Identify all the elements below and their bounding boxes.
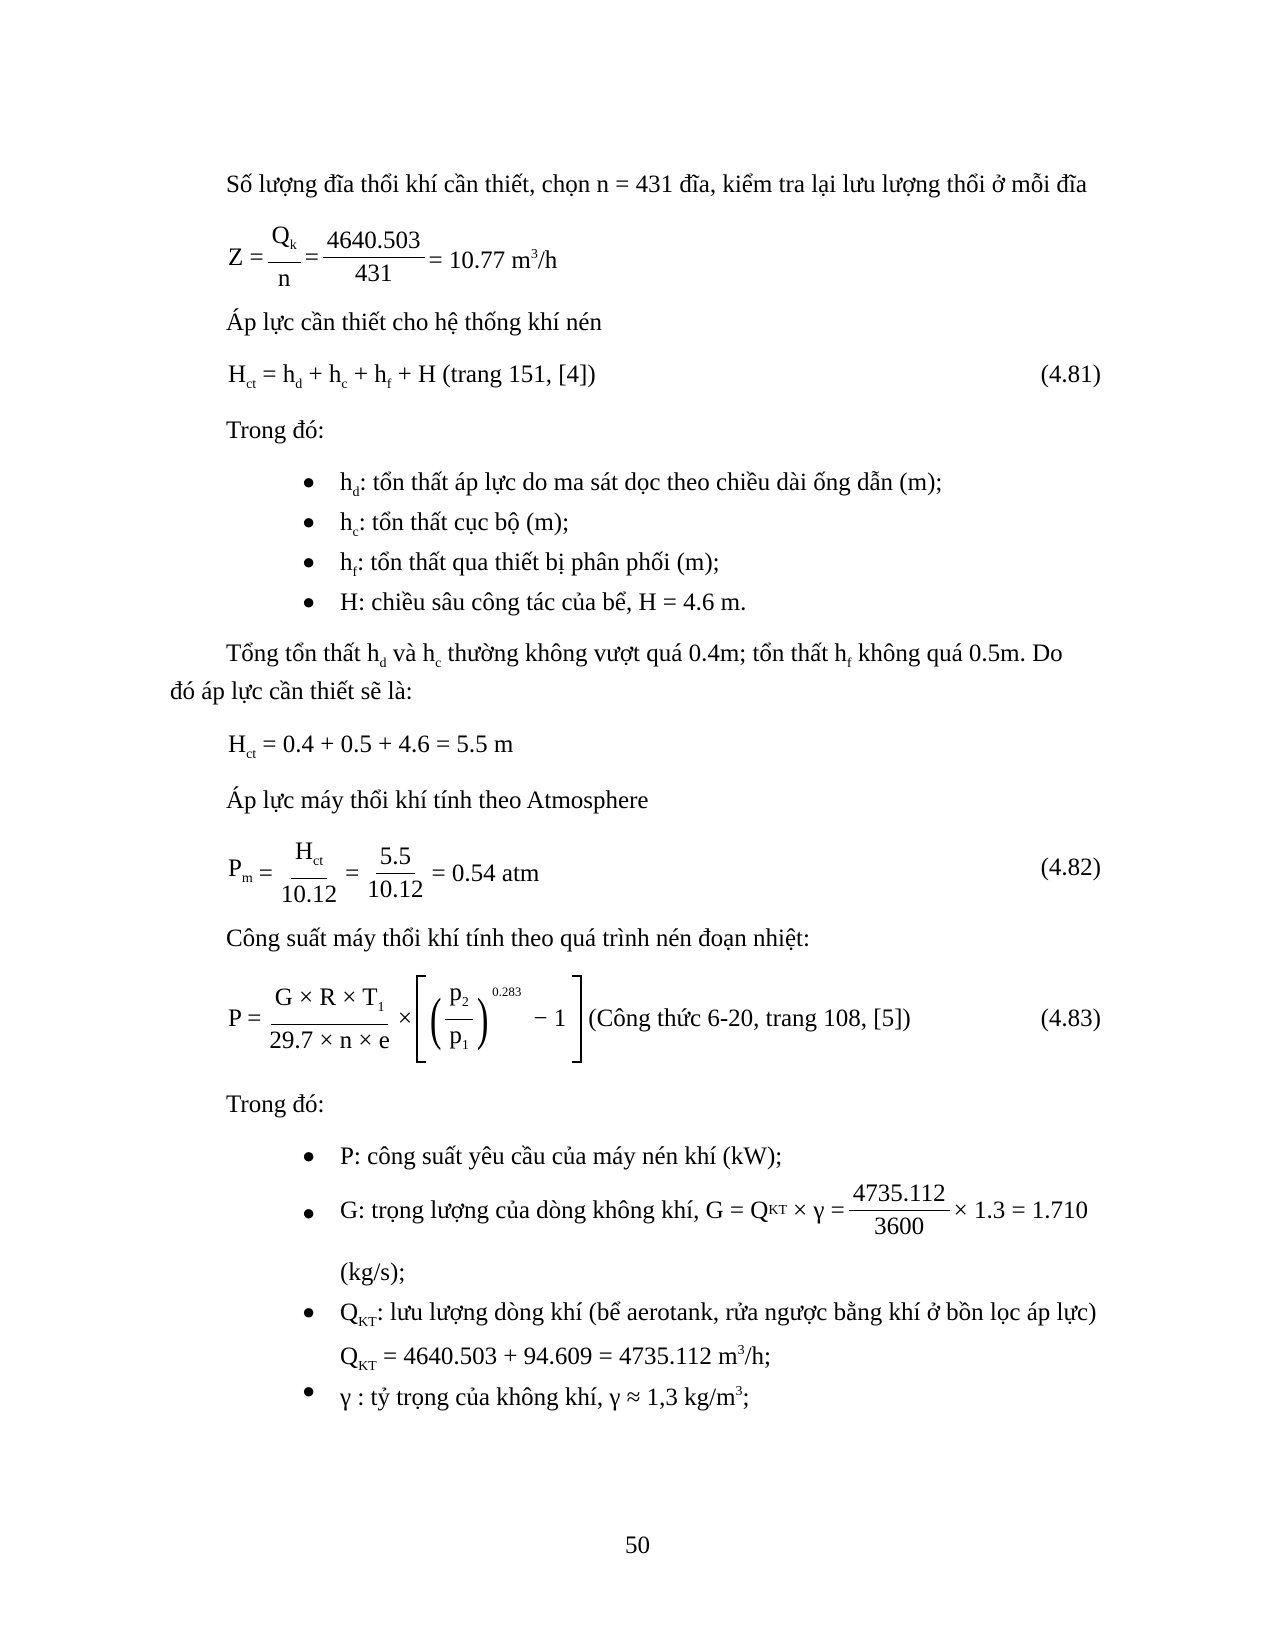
bullet-icon: ● [302,1200,316,1225]
para-total-line-1: Tổng tổn thất $h_d$ và $h_c$ thường không vượt quá 0.4m; tổn thất $h_f$ không quá 0.5m. Do [226,640,1063,671]
bullet-icon: ● [302,1378,316,1403]
equation-number-4-81: (4.81) [1040,361,1101,388]
bullet-icon: ● [302,589,316,614]
bullet-P: P: công suất yêu cầu của máy nén khí (kW); [340,1143,783,1170]
bullet-hf: $h_f$: tổn thất qua thiết bị phân phối (m); [340,549,720,580]
atm-heading: Áp lực máy thổi khí tính theo Atmosphere [226,787,649,814]
bullet-icon: ● [302,469,316,494]
bullet-icon: ● [302,509,316,534]
bullet-QKT-line-2: $Q_{KT} = 4640.503 + 94.609 = 4735.112$ $m^3/h$; [340,1343,771,1374]
equation-4-82: $P_m$ = $\frac{H_{ct}}{10.12}$ = $\frac{5.5}{10.12}$ = 0.54 atm [228,838,540,908]
equation-number-4-83: (4.83) [1040,1005,1101,1032]
bullet-QKT: $Q_{KT}$: lưu lượng dòng khí (bể aerotank, rửa ngược bằng khí ở bồn lọc áp lực) [340,1299,1097,1330]
page-number: 50 [625,1532,650,1559]
bullet-G-unit: (kg/s); [340,1259,406,1286]
bullet-icon: ● [302,1143,316,1168]
eq-z-frac-1: $\frac{Q_k}{n}$ [268,222,301,293]
pressure-heading: Áp lực cần thiết cho hệ thống khí nén [226,309,602,336]
para-total-line-2: đó áp lực cần thiết sẽ là: [170,678,413,705]
equation-number-4-82: (4.82) [1040,854,1101,881]
trong-do-2: Trong đó: [226,1091,325,1118]
eq-z-frac-2: $\frac{4640.503}{431}$ [323,227,425,288]
eq-z-lhs: Z = [228,243,264,271]
trong-do-1: Trong đó: [226,417,325,444]
equation-4-83: P = $\frac{G \times R \times T_1}{29.7 \times n \times e}$ × ( $\frac{p_2}{p_1}$ ) $^{0.283}$ − 1 (Công thức 6-20, trang 108, [5]) [228,975,911,1063]
power-heading: Công suất máy thổi khí tính theo quá trình nén đoạn nhiệt: [226,925,810,952]
equation-hct: $H_{ct} = 0.4 + 0.5 + 4.6 = 5.5$ m [228,731,514,762]
bullet-G: G: trọng lượng của dòng không khí, G = Q KT × γ = $\frac{4735.112}{3600}$ × 1.3 = 1.710 [340,1180,1089,1240]
eq-z-result: = 10.77 $m^3/h$ [428,246,558,274]
equation-4-81: $H_{ct} = h_d + h_c + h_f + H$ (trang 151, [4]) [228,361,596,392]
intro-line: Số lượng đĩa thổi khí cần thiết, chọn n = 431 đĩa, kiểm tra lại lưu lượng thổi ở mỗi đĩa [226,171,1087,198]
bullet-H: H: chiều sâu công tác của bể, H = 4.6 m. [340,589,747,616]
bullet-hc: $h_c$: tổn thất cục bộ (m); [340,509,570,540]
equation-z: Z = $\frac{Q_k}{n}$ = $\frac{4640.503}{431}$ = 10.77 $m^3/h$ [228,222,558,292]
bullet-icon: ● [302,1299,316,1324]
bullet-icon: ● [302,549,316,574]
bullet-gamma: γ : tỷ trọng của không khí, γ ≈ 1,3 $kg/m^3$; [340,1384,750,1411]
bullet-hd: $h_d$: tổn thất áp lực do ma sát dọc theo chiều dài ống dẫn (m); [340,469,943,500]
